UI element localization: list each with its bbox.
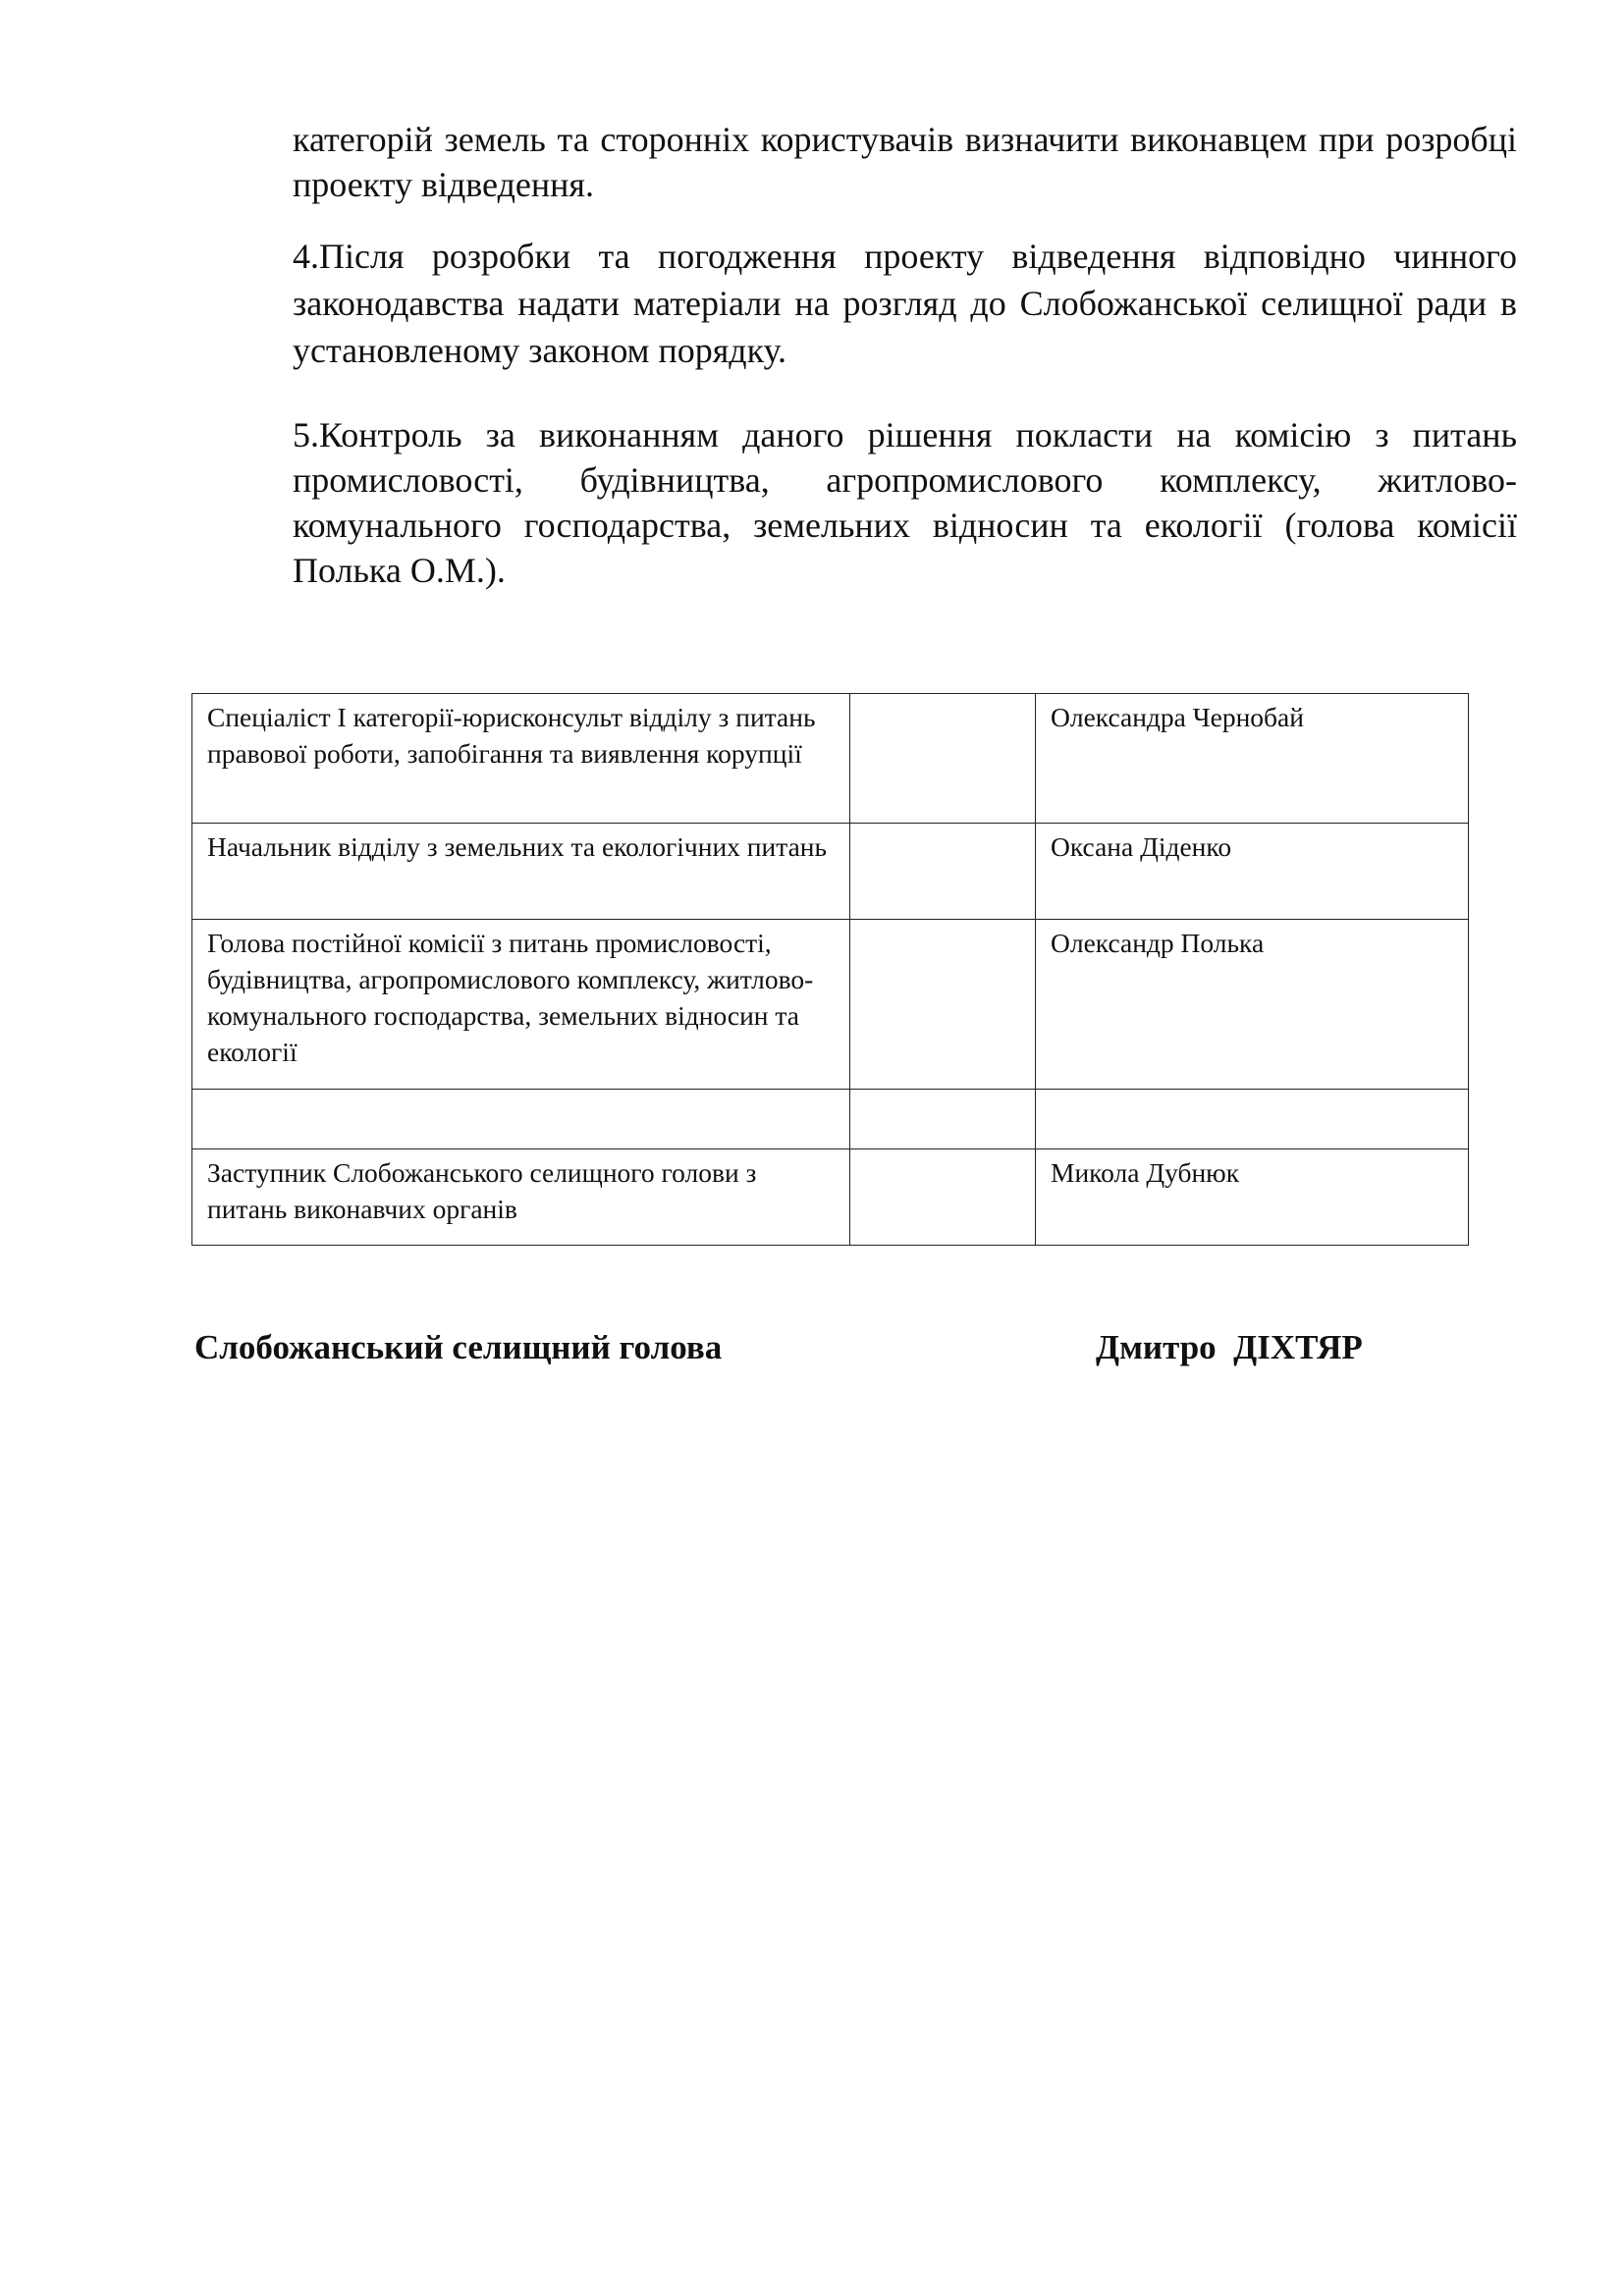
approver-name: Оксана Діденко [1036,824,1469,920]
signatory-name: Дмитро ДІХТЯР [1096,1328,1363,1366]
approver-name [1036,1090,1469,1149]
approver-position: Начальник відділу з земельних та екологічних питань [192,824,850,920]
approver-position [192,1090,850,1149]
signature-cell [850,694,1036,824]
approver-position: Голова постійної комісії з питань промисловості, будівництва, агропромислового комплексу, житлово-комунального господарства, земельних відносин та екології [192,920,850,1090]
table-row [192,1090,1469,1149]
approver-position: Спеціаліст І категорії-юрисконсульт відділу з питань правової роботи, запобігання та виявлення корупції [192,694,850,824]
approver-name: Олександр Полька [1036,920,1469,1090]
paragraph-continuation: категорій земель та сторонніх користувачів визначити виконавцем при розробці проекту відведення. [293,120,1517,204]
signature-cell [850,1149,1036,1246]
approver-name: Олександра Чернобай [1036,694,1469,824]
table-row [192,1149,1469,1246]
paragraph-item-4: 4.Після розробки та погодження проекту відведення відповідно чинного законодавства надати матеріали на розгляд до Слобожанської селищної ради в установленому законом порядку. [293,237,1517,370]
signatory-title: Слобожанський селищний голова [194,1328,723,1366]
approvals-table [191,693,1469,1246]
signature-cell [850,1090,1036,1149]
table-row [192,824,1469,920]
paragraph-item-5: 5.Контроль за виконанням даного рішення покласти на комісію з питань промисловості, будівництва, агропромислового комплексу, житлово-комунального господарства, земельних відносин та екології (голова комісії Полька О.М.). [293,415,1517,590]
approver-name: Микола Дубнюк [1036,1149,1469,1246]
signature-cell [850,920,1036,1090]
signature-cell [850,824,1036,920]
table-row [192,920,1469,1090]
approver-position: Заступник Слобожанського селищного голови з питань виконавчих органів [192,1149,850,1246]
table-row [192,694,1469,824]
